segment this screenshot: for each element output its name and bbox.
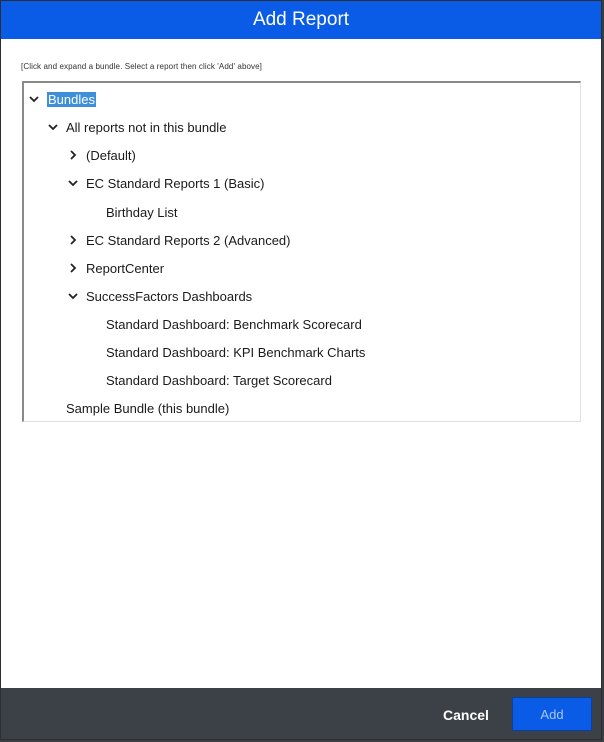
- chevron-down-icon[interactable]: [27, 92, 41, 106]
- dialog-footer: [1, 688, 601, 740]
- tree-node-label[interactable]: (Default): [86, 147, 136, 163]
- tree-leaf-target-scorecard[interactable]: [106, 370, 332, 390]
- instructions-text: [Click and expand a bundle. Select a report then click 'Add' above]: [21, 62, 263, 71]
- add-button[interactable]: Add: [512, 697, 592, 731]
- tree-node-all-reports[interactable]: [46, 117, 226, 137]
- dialog-title-bar: [1, 1, 601, 39]
- report-tree[interactable]: [22, 81, 581, 422]
- tree-leaf-label[interactable]: Birthday List: [106, 204, 178, 220]
- tree-leaf-benchmark-scorecard[interactable]: [106, 314, 362, 334]
- tree-node-label[interactable]: All reports not in this bundle: [66, 119, 227, 135]
- chevron-down-icon[interactable]: [66, 176, 80, 190]
- tree-node-label[interactable]: EC Standard Reports 1 (Basic): [86, 175, 265, 191]
- chevron-right-icon[interactable]: [66, 233, 80, 247]
- tree-node-default[interactable]: [66, 145, 136, 165]
- cancel-button[interactable]: Cancel: [443, 707, 489, 723]
- tree-node-report-center[interactable]: [66, 258, 164, 278]
- tree-leaf-label[interactable]: Standard Dashboard: Benchmark Scorecard: [106, 316, 362, 332]
- chevron-down-icon[interactable]: [66, 289, 80, 303]
- tree-node-label[interactable]: ReportCenter: [86, 260, 165, 276]
- chevron-right-icon[interactable]: [66, 261, 80, 275]
- tree-leaf-label[interactable]: Standard Dashboard: KPI Benchmark Charts: [106, 344, 366, 360]
- tree-node-sample-bundle[interactable]: [66, 398, 229, 418]
- tree-node-ec-advanced[interactable]: [66, 230, 291, 250]
- tree-node-label[interactable]: Sample Bundle (this bundle): [66, 400, 230, 416]
- tree-node-sf-dashboards[interactable]: [66, 286, 252, 306]
- tree-node-bundles[interactable]: [27, 89, 96, 109]
- dialog-title: Add Report: [252, 9, 350, 30]
- tree-node-ec-basic[interactable]: [66, 173, 264, 193]
- tree-node-label[interactable]: SuccessFactors Dashboards: [86, 288, 253, 304]
- tree-leaf-label[interactable]: Standard Dashboard: Target Scorecard: [106, 372, 332, 388]
- tree-leaf-birthday-list[interactable]: [106, 202, 178, 222]
- tree-node-label[interactable]: Bundles: [48, 91, 95, 107]
- chevron-down-icon[interactable]: [46, 120, 60, 134]
- tree-leaf-kpi-benchmark-charts[interactable]: [106, 342, 365, 362]
- chevron-right-icon[interactable]: [66, 148, 80, 162]
- tree-node-label[interactable]: EC Standard Reports 2 (Advanced): [86, 232, 291, 248]
